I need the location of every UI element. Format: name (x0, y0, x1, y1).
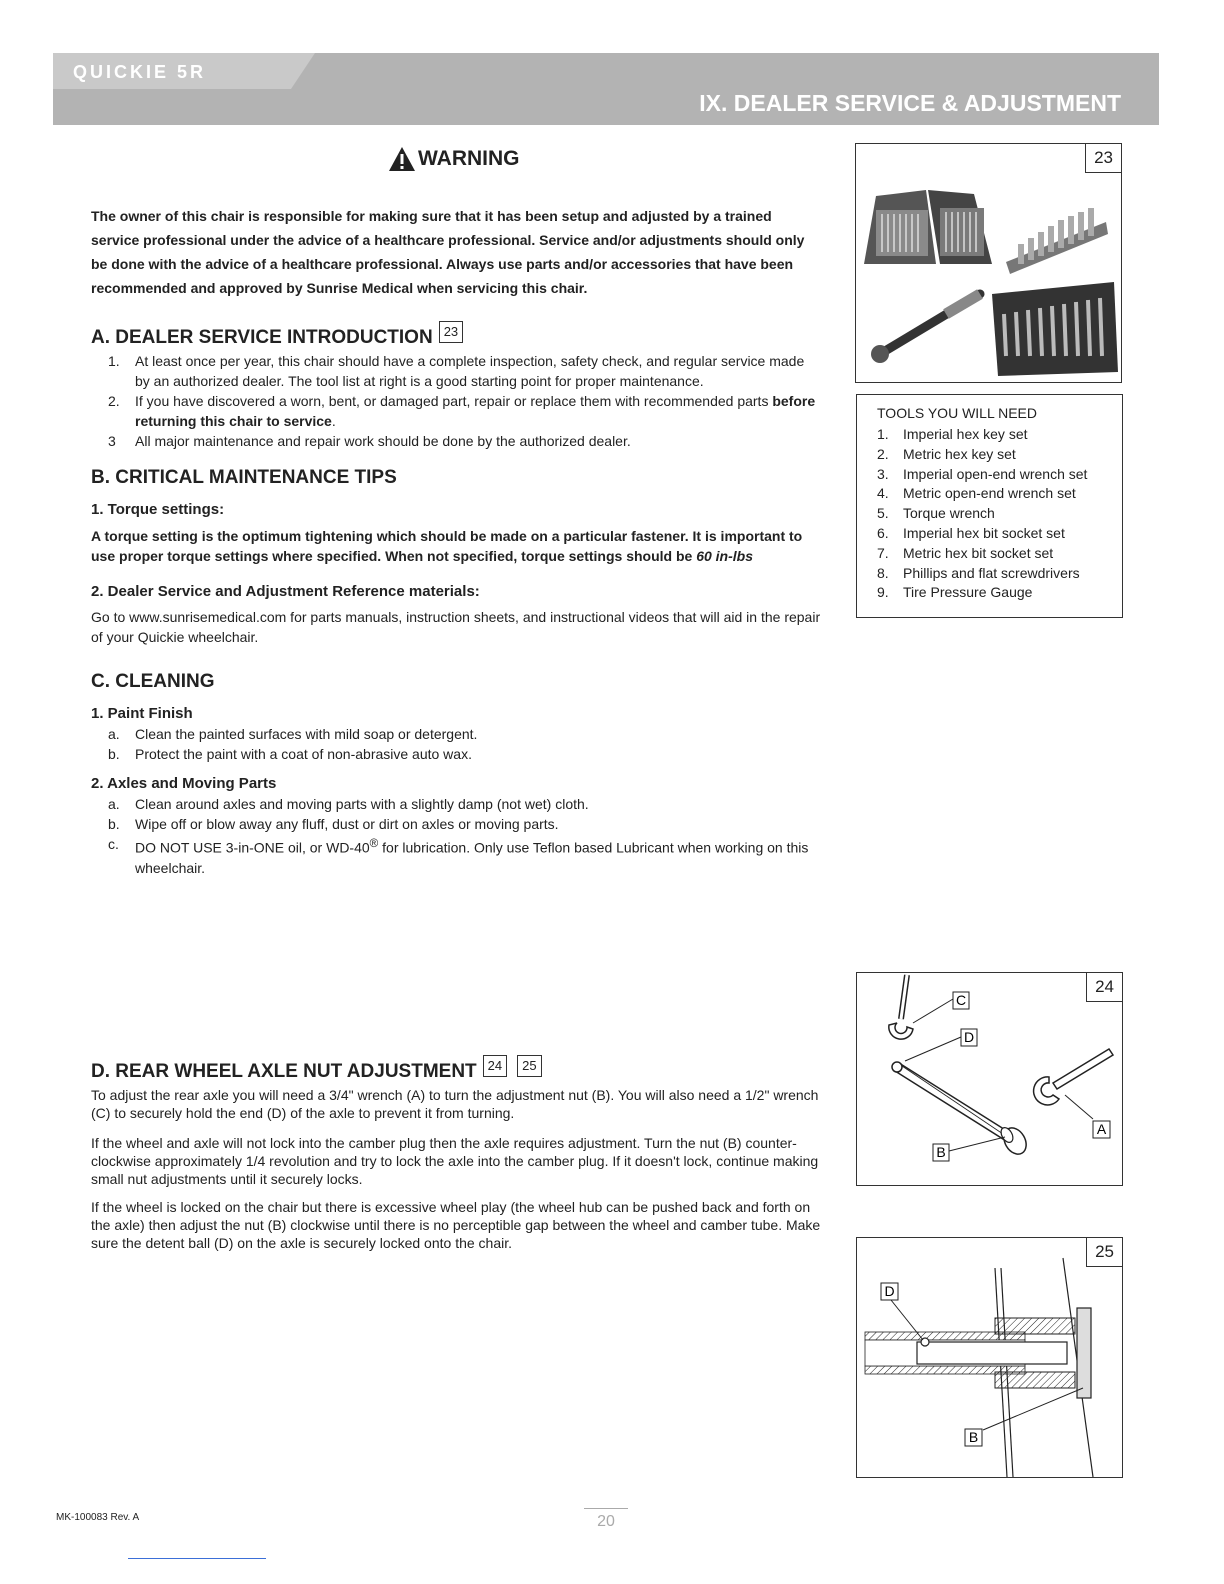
label-b: B (968, 1429, 979, 1445)
section-d-title: D. REAR WHEEL AXLE NUT ADJUSTMENT (91, 1061, 477, 1082)
section-title: IX. DEALER SERVICE & ADJUSTMENT (699, 90, 1121, 116)
torque-heading: 1. Torque settings: (91, 501, 225, 518)
list-item: 2. If you have discovered a worn, bent, or damaged part, repair or replace them with recommended parts before returning this chair to service. (108, 393, 816, 429)
paint-heading: 1. Paint Finish (91, 705, 193, 722)
list-item: 6. Imperial hex bit socket set (877, 524, 1065, 541)
figure-23-tools-photo (855, 143, 1122, 383)
axles-list (91, 794, 821, 878)
tools-photo-illustration (856, 144, 1121, 382)
tools-title: TOOLS YOU WILL NEED (877, 405, 1038, 421)
section-d-paragraph-2: If the wheel and axle will not lock into the camber plug then the axle requires adjustment. Turn the nut (B) counter-clockwise approximately 1/4 revolution and try to lock the axle into the camber plug. If it doesn't lock, continue making small nut adjustments until it securely locks. (91, 1135, 819, 1187)
figure-ref-24: 24 (483, 1055, 507, 1077)
figure-number: 23 (1085, 144, 1121, 173)
axle-wrench-illustration (857, 973, 1122, 1185)
warning-heading (388, 146, 520, 172)
figure-number: 24 (1086, 973, 1122, 1002)
list-item: 1. Imperial hex key set (877, 426, 1028, 442)
section-d-paragraph-3: If the wheel is locked on the chair but there is excessive wheel play (the wheel hub can be pushed back and forth on the axle) then adjust the nut (B) clockwise until there is no perceptible gap between the wheel and camber tube. Make sure the detent ball (D) on the axle is securely locked onto the chair. (91, 1199, 821, 1251)
warning-title: WARNING (418, 147, 520, 170)
reference-heading: 2. Dealer Service and Adjustment Reference materials: (91, 583, 480, 600)
list-item: 1. At least once per year, this chair should have a complete inspection, safety check, and regular service made by an authorized dealer. The tool list at right is a good starting point for proper maintenance. (108, 353, 805, 389)
list-item: 3 All major maintenance and repair work should be done by the authorized dealer. (108, 433, 631, 449)
section-d-paragraph-1: To adjust the rear axle you will need a 3/4" wrench (A) to turn the adjustment nut (B). You will also need a 1/2" wrench (C) to securely hold the end (D) of the axle to prevent it from turning. (91, 1087, 819, 1121)
torque-value: 60 in-lbs (696, 548, 753, 564)
label-d: D (963, 1029, 975, 1045)
tools-list (877, 425, 1087, 603)
page-number: 20 (584, 1508, 628, 1531)
list-item: 8. Phillips and flat screwdrivers (877, 564, 1080, 581)
section-b-title: B. CRITICAL MAINTENANCE TIPS (91, 467, 397, 488)
figure-ref-25: 25 (517, 1055, 541, 1077)
axle-cross-section-illustration (857, 1238, 1122, 1477)
figure-ref-23: 23 (439, 321, 463, 343)
list-item: a. Clean the painted surfaces with mild soap or detergent. (108, 726, 478, 742)
document-id: MK-100083 Rev. A (56, 1512, 140, 1523)
section-a-heading (91, 324, 463, 349)
paint-list (91, 724, 821, 764)
label-c: C (955, 992, 967, 1008)
label-b: B (936, 1144, 946, 1160)
list-item: b. Protect the paint with a coat of non-abrasive auto wax. (108, 746, 472, 762)
footer-link-line (128, 1558, 266, 1559)
tools-list-box (856, 394, 1123, 618)
axles-heading: 2. Axles and Moving Parts (91, 775, 277, 792)
section-d-heading (91, 1058, 542, 1083)
figure-25-cross-section (856, 1237, 1123, 1478)
section-a-list (91, 351, 821, 451)
label-a: A (1096, 1121, 1107, 1137)
list-item: 3. Imperial open-end wrench set (877, 465, 1088, 482)
section-a-title: A. DEALER SERVICE INTRODUCTION (91, 327, 433, 348)
list-item: 5. Torque wrench (877, 505, 995, 522)
section-c-title: C. CLEANING (91, 671, 215, 692)
label-d: D (884, 1283, 895, 1299)
warning-icon (388, 146, 416, 172)
list-item: c. DO NOT USE 3-in-ONE oil, or WD-40® for lubrication. Only use Teflon based Lubricant when working on this wheelchair. (108, 836, 809, 876)
list-item: 4. Metric open-end wrench set (877, 485, 1076, 502)
list-item: 9. Tire Pressure Gauge (877, 584, 1033, 601)
list-item: 7. Metric hex bit socket set (877, 544, 1054, 561)
list-item: b. Wipe off or blow away any fluff, dust or dirt on axles or moving parts. (108, 816, 559, 832)
figure-number: 25 (1086, 1238, 1122, 1267)
brand-title: QUICKIE 5R (73, 62, 207, 82)
figure-24-axle-diagram (856, 972, 1123, 1186)
reference-text: Go to www.sunrisemedical.com for parts manuals, instruction sheets, and instructional videos that will aid in the repair of your Quickie wheelchair. (91, 609, 821, 645)
torque-text: A torque setting is the optimum tightening which should be made on a particular fastener. It is important to use proper torque settings where specified. When not specified, torque settings should be 60 in-lbs (91, 528, 803, 564)
warning-text: The owner of this chair is responsible for making sure that it has been setup and adjusted by a trained service professional under the advice of a healthcare professional. Service and/or adjustments should only be done with the advice of a healthcare professional. Always use parts and/or accessories that have been recommended and approved by Sunrise Medical when servicing this chair. (91, 208, 805, 296)
list-item: a. Clean around axles and moving parts with a slightly damp (not wet) cloth. (108, 796, 589, 812)
list-item: 2. Metric hex key set (877, 445, 1016, 462)
